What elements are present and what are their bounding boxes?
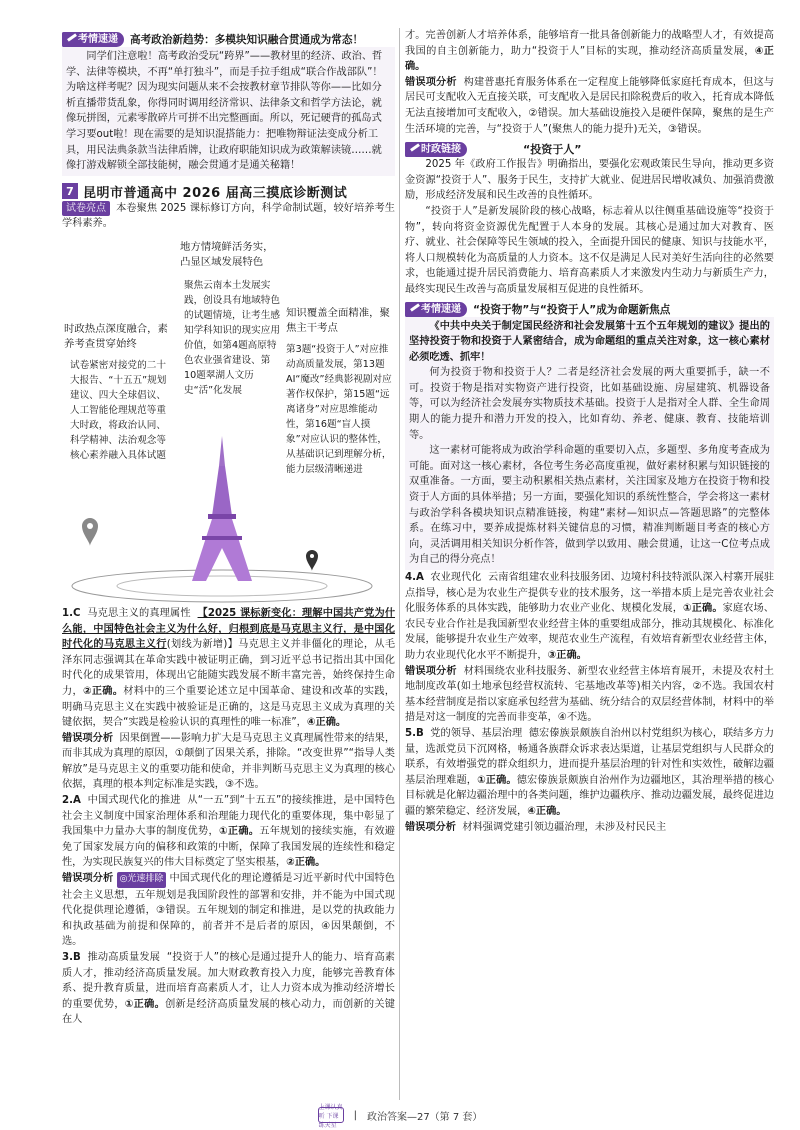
brand-logo: 上课认真听 下课练天星 [318, 1103, 343, 1129]
section-number: 7 [62, 183, 78, 199]
answer-4-error: 错误项分析 材料围绕农业科技服务、新型农业经营主体培育展开，未提及农村土地制度改革(如土地承包经营权流转、宅基地改革等)相关内容，②不选。我国农村基本经营制度是指以家庭承包经营为基础、统分结合的双层经营体制，材料中的举措是对这一制度的完善而非变革，④不选。 [405, 665, 774, 724]
news1-header [62, 32, 395, 47]
orbit-inner [117, 576, 327, 596]
answer-3-cont: 才。完善创新人才培养体系，能够培育一批具备创新能力的战略型人才，有效提高我国的自主创新能力，助力“投资于人”目标的实现，推动经济高质量发展，④正确。 [405, 30, 774, 73]
news2-tag: 考情速递 [405, 302, 467, 317]
answer-3-error: 错误项分析 构建普惠托育服务体系在一定程度上能够降低家庭托育成本，但这与居民可支配收入无直接关联，可支配收入是居民扣除税费后的收入，托育成本降低无法直接增加可支配收入，②错误。加大基础设施投入是硬件保障，聚焦的是生产生活环境的完善，与“投资于人”(聚焦人的能力提升)无关，③错误。 [405, 76, 774, 135]
link-title: “投资于人” [523, 143, 582, 157]
diagram-body-knowledge: 第3题“投资于人”对应推动高质量发展，第13题AI“魔改”经典影视剧对应著作权保护，第15题“远离诸身”对应思维能动性，第16题“盲人摸象”对应认识的整体性，从基础识记到理解分析，能力层级清晰递进 [286, 343, 392, 475]
answer-3: 3.B 推动高质量发展 “投资于人”的核心是通过提升人的能力、培育高素质人才，推动经济高质量发展。加大财政教育投入力度，能够完善教育体系、提升教育质量，进而培育高素质人才，让人力资本成为推动经济增长的重要优势，①正确。创新是经济高质量发展的核心动力，而创新的关键在人 [62, 952, 395, 1026]
news1-body: 同学们注意啦！高考政治受玩“跨界”——教材里的经济、政治、哲学、法律等模块，不再“单打独斗”，而是手拉手组成“联合作战部队”！为啥这样考呢？因为现实问题从来不会按教材章节排队等你——比如分析直播带货乱象，你得同时调用经济常识、法律条文和哲学方法论，就像玩拼图，元素零散碎片可拼不出完整画面。所以，死记硬背的孤岛式学习要out啦！现在需要的是知识混搭能力：把唯物辩证法变成分析工具，用民法典条款当法律盾牌，让政府职能知识成为政策解读镜……就像打游戏解锁全部技能树，融会贯通才是通关秘籍！ [62, 47, 395, 176]
highlight-diagram [62, 236, 395, 606]
diagram-body-current: 试卷紧密对接党的二十大报告、“十五五”规划建议、四大全球倡议、人工智能伦理规范等重大时政，将政治认同、科学精神、法治观念等核心素养融入具体试题 [70, 359, 167, 461]
link-para-1: 2025 年《政府工作报告》明确指出，要强化宏观政策民生导向，推动更多资金资源“投资于人”、服务于民生，支持扩大就业、促进居民增收减负、加强消费激励，形成经济发展和民生改善的良性循环。 [405, 159, 774, 202]
news2-header [405, 302, 774, 317]
link-para-2: “投资于人”是新发展阶段的核心战略，标志着从以往侧重基础设施等“投资于物”，转向将资金资源优先配置于人本身的发展。其核心是通过加大对教育、医疗、就业、社会保障等民生领域的投入，全面提升国民的健康、知识与技能水平，将人口规模转化为高质量的人力资本。这不仅是满足人民对美好生活向往的必然要求，也能通过提升居民消费能力、培育高素质人才来激发内生动力与新质生产力，最终实现民生改善与高质量发展相互促进的良性循环。 [405, 205, 774, 295]
link-header [405, 141, 774, 157]
pencil-icon [409, 302, 421, 312]
right-column [405, 28, 774, 835]
news2-para-1: 《中共中央关于制定国民经济和社会发展第十五个五年规划的建议》提出的坚持投资于物和投资于人紧密结合，成为命题组的重点关注对象，这一核心素材必须吃透、抓牢！ [409, 320, 770, 363]
diagram-body-local: 聚焦云南本土发展实践，创设具有地域特色的试题情境，让考生感知学科知识的现实应用价值，如第4题高原特色农业强省建设、第10题翠湖人文历史“活”化发展 [184, 279, 280, 396]
footer-text: 政治答案—27（第 7 套） [366, 1111, 483, 1123]
news2-para-2: 何为投资于物和投资于人？二者是经济社会发展的两大重要抓手，缺一不可。投资于物是指对实物资产进行投资，比如基础设施、房屋建筑、机器设备等，可以为经济社会发展夯实物质技术基础。投资于人是指对全人群、全生命周期人的能力提升和潜力开发的投入，比如育幼、养老、健康、教育、技能培训等。 [409, 367, 770, 441]
answer-5: 5.B 党的领导、基层治理 德宏傣族景颇族自治州以村党组织为核心，联结多方力量，选派党员下沉网格，畅通各族群众诉求表达渠道，让基层党组织与人民群众的联系，有效增强党的群众组织力，进而提升基层治理的针对性和实效性，破解边疆基层治理难题，①正确。德宏傣族景颇族自治州作为边疆地区，其治理举措的核心目标就是化解边疆治理中的各类问题，维护边疆秩序、推动边疆发展，最终促进边疆的繁荣稳定、经济发展，④正确。 [405, 727, 775, 817]
news1-title: 高考政治新趋势：多模块知识融合贯通成为常态！ [130, 34, 364, 46]
answer-2: 2.A 中国式现代化的推进 从“一五”到“十五五”的接续推进，是中国特色社会主义制度中国家治理体系和治理能力现代化的重要体现，集中彰显了我国集中力量办大事的制度优势，①正确。五年规划的接续实施，有效避免了国家发展方向的偏移和政策的中断，保障了我国发展的连续性和稳定性，为实现民族复兴的伟大目标奠定了坚实根基，②正确。 [62, 795, 396, 869]
arrow-icon [409, 142, 421, 152]
tower-icon [192, 436, 252, 581]
left-column [62, 28, 395, 1028]
section-title: 昆明市普通高中 2026 届高三摸底诊断测试 [83, 185, 348, 201]
diagram-heading-knowledge: 知识覆盖全面精准，聚焦主干考点 [286, 306, 390, 334]
section-badge: 试卷亮点 [62, 201, 110, 217]
news1-tag: 考情速递 [62, 32, 124, 47]
answer-1-error: 错误项分析 因果倒置——影响力扩大是马克思主义真理属性带来的结果，而非其成为真理的原因，①颠倒了因果关系，排除。“改变世界”“指导人类解放”是马克思主义的重要功能和使命，并非判断马克思主义为真理的核心依据，真理的根本判定标准是实践，③不选。 [62, 732, 396, 791]
news2-title: “投资于物”与“投资于人”成为命题新焦点 [473, 303, 671, 316]
diagram-heading-current: 时政热点深度融合，素养考查贯穿始终 [64, 322, 168, 350]
section-intro: 试卷亮点 本卷聚焦 2025 课标修订方向，科学命制试题，较好培养考生学科素养。 [62, 202, 395, 230]
column-divider [399, 28, 400, 1100]
footer-separator: | [353, 1109, 357, 1121]
page [62, 28, 774, 1110]
answer-5-error: 错误项分析 材料强调党建引领边疆治理，未涉及村民民主 [405, 821, 667, 833]
answer-2-error: 错误项分析 ◎光速排除 中国式现代化的理论遵循是习近平新时代中国特色社会主义思想，五年规划是我国阶段性的部署和安排，并不能为中国式现代化提供理论遵循，③错误。五年规划的制定和推进，是以党的执政能力和执政基础为前提和保障的，前者并不是后者的原因，④因果颠倒，不选。 [62, 873, 395, 948]
section-header [62, 182, 395, 201]
pencil-icon [66, 32, 78, 42]
link-tag: 时政链接 [405, 142, 467, 157]
page-footer [0, 1103, 800, 1129]
answer-4: 4.A 农业现代化 云南省组建农业科技服务团、边境村科技特派队深入村寨开展驻点指导，核心是为农业生产提供专业的技术服务，这一举措本质上是完善农业社会化服务体系的具体实践，能够助力农业产业化、规模化发展，①正确。家庭农场、农民专业合作社是我国新型农业经营主体的重要组成部分，推动其规模化、标准化发展，能够提升农业生产效率，规范农业生产流程，有效培育新型农业经营主体，助力农业现代化水平不断提升，③正确。 [405, 572, 775, 661]
news2-para-3: 这一素材可能将成为政治学科命题的重要切入点，多题型、多角度考查成为可能。面对这一核心素材，各位考生务必高度重视，做好素材积累与知识链接的双重准备。一方面，要主动积累相关热点素材，关注国家及地方在投资于物和投资于人方面的具体举措；另一方面，要强化知识的系统性整合，学会将这一素材与政治学科各模块知识点精准链接，构建“素材—知识点—答题思路”的完整体系。在练习中，要养成提炼材料关键信息的习惯，精准判断题目考查的核心方向，灵活调用相关知识分析作答，做到学以致用、融会贯通，让这一C位考点成为自己的得分亮点！ [409, 445, 770, 566]
diagram-graphic [62, 436, 395, 606]
diagram-heading-local: 地方情境鲜活务实，凸显区域发展特色 [180, 240, 274, 268]
answer-1: 1.C 马克思主义的真理属性 【2025 课标新变化：理解中国共产党为什么能，中国特色社会主义为什么好，归根到底是马克思主义行，是中国化时代化的马克思主义行(划线为新增)】马克思主义并非僵化的理论，从毛泽东同志强调其在革命实践中被证明正确，到习近平总书记指出其中国化时代化的成果管用，体现出它能随实践发展不断丰富完善，始终保持生命力，②正确。材料中的三个重要论述立足中国革命、建设和改革的实践，明确马克思主义在实践中被验证是正确的，这是马克思主义成为真理的关键依据，契合“实践是检验认识的真理性的唯一标准”，④正确。 [62, 607, 396, 729]
news2-body [405, 317, 774, 571]
